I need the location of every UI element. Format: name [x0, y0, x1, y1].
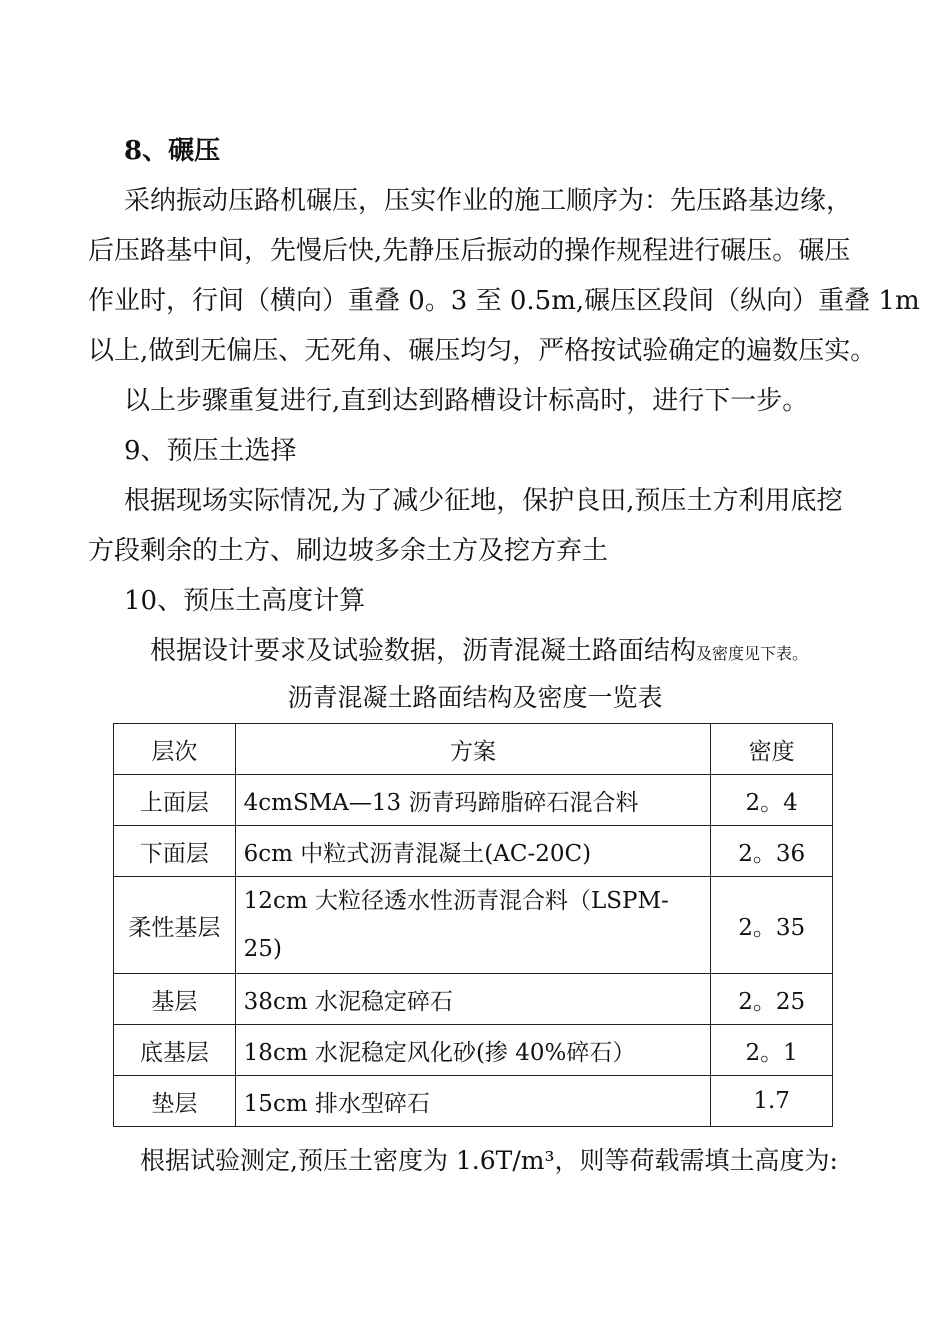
layer-cell: 柔性基层: [114, 877, 236, 974]
section-9-heading: 9、预压土选择: [124, 436, 297, 466]
scheme-cell: 4cmSMA—13 沥青玛蹄脂碎石混合料: [235, 775, 711, 826]
section-9-paragraph-line: 根据现场实际情况,为了减少征地，保护良田,预压土方利用底挖: [124, 486, 843, 516]
density-cell: 2。25: [711, 974, 833, 1025]
scheme-cell: 18cm 水泥稳定风化砂(掺 40%碎石）: [235, 1025, 711, 1076]
table-row: [114, 775, 833, 826]
scheme-cell: 15cm 排水型碎石: [235, 1076, 711, 1127]
density-cell: 2。1: [711, 1025, 833, 1076]
section-8-paragraph-line: 以上,做到无偏压、无死角、碾压均匀，严格按试验确定的遍数压实。: [88, 336, 877, 366]
header-cell-density: 密度: [711, 724, 833, 775]
layer-cell: 基层: [114, 974, 236, 1025]
section-10-intro: [150, 626, 930, 679]
scheme-cell: 12cm 大粒径透水性沥青混合料（LSPM-25): [235, 877, 711, 974]
table-row: [114, 826, 833, 877]
section-10-intro-main: 根据设计要求及试验数据，沥青混凝土路面结构: [150, 636, 697, 666]
header-cell-layer: 层次: [114, 724, 236, 775]
section-10-heading: 10、预压土高度计算: [124, 586, 366, 616]
section-8-paragraph-2: 以上步骤重复进行,直到达到路槽设计标高时，进行下一步。: [124, 386, 809, 416]
section-8-heading: 8、碾压: [124, 136, 221, 166]
table-header-row: [114, 724, 833, 775]
density-cell: 2。4: [711, 775, 833, 826]
table-row: [114, 974, 833, 1025]
table-caption: 沥青混凝土路面结构及密度一览表: [287, 683, 663, 712]
layer-cell: 上面层: [114, 775, 236, 826]
section-8-paragraph-line: 作业时，行间（横向）重叠 0。3 至 0.5m,碾压区段间（纵向）重叠 1m: [88, 286, 920, 316]
section-10-intro-small: 及密度见下表。: [696, 644, 809, 663]
conclusion-text: 根据试验测定,预压土密度为 1.6T/m³，则等荷载需填土高度为:: [140, 1146, 838, 1175]
table-row: [114, 1025, 833, 1076]
table-row: [114, 1076, 833, 1127]
scheme-cell: 6cm 中粒式沥青混凝土(AC-20C): [235, 826, 711, 877]
density-cell: 2。35: [711, 877, 833, 974]
layer-cell: 底基层: [114, 1025, 236, 1076]
density-cell: 1.7: [711, 1076, 833, 1127]
header-cell-scheme: 方案: [235, 724, 711, 775]
section-8-paragraph-line: 采纳振动压路机碾压，压实作业的施工顺序为：先压路基边缘，: [124, 186, 853, 216]
layer-cell: 垫层: [114, 1076, 236, 1127]
table-row: [114, 877, 833, 974]
section-8-paragraph-line: 后压路基中间，先慢后快,先静压后振动的操作规程进行碾压。碾压: [88, 236, 851, 266]
scheme-cell: 38cm 水泥稳定碎石: [235, 974, 711, 1025]
density-cell: 2。36: [711, 826, 833, 877]
section-9-paragraph-line: 方段剩余的土方、刷边坡多余土方及挖方弃土: [88, 536, 609, 566]
density-table: [113, 723, 833, 1127]
layer-cell: 下面层: [114, 826, 236, 877]
